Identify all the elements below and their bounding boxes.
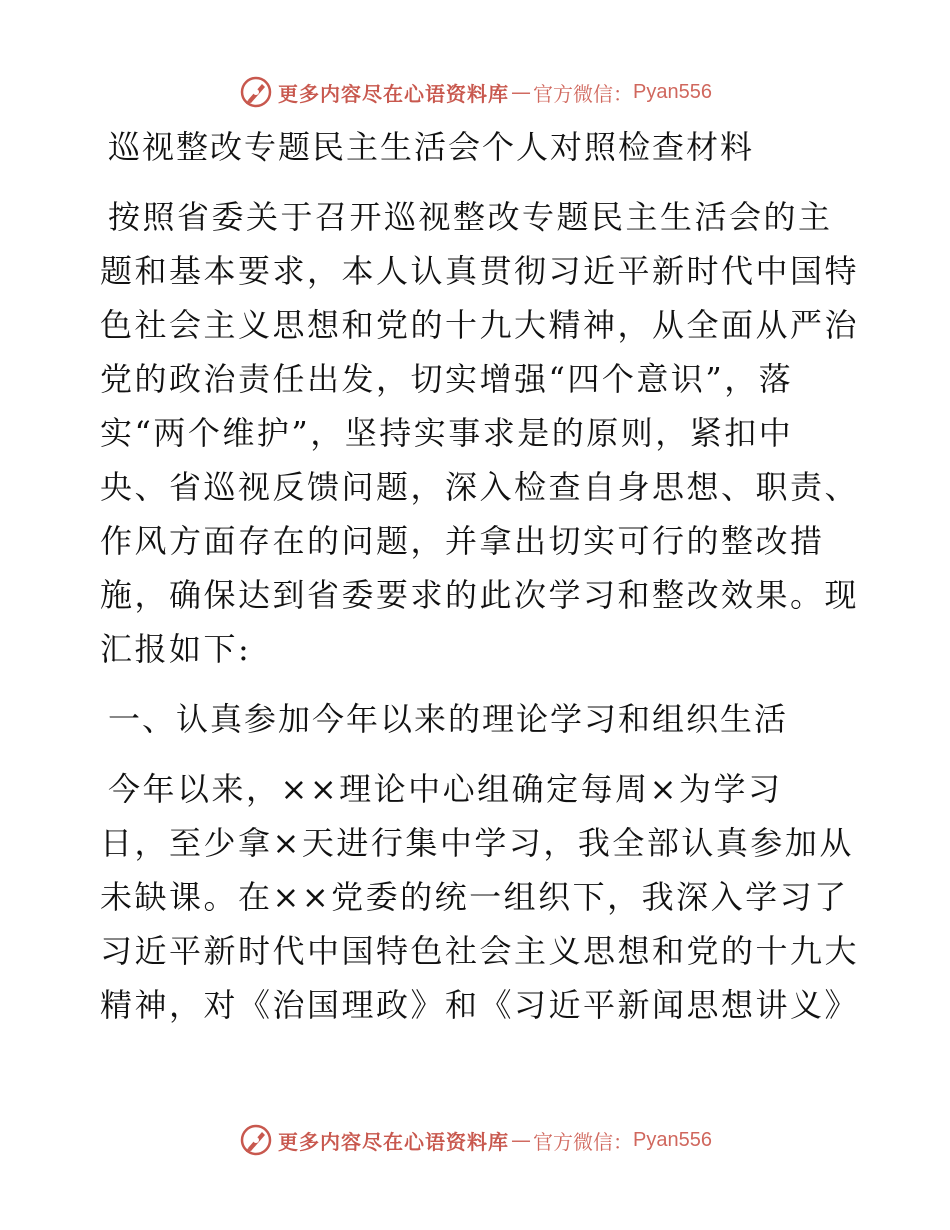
watermark-wechat-id: Pyan556 bbox=[633, 80, 712, 103]
paragraph-line: 党的政治责任出发，切实增强“四个意识”，落 bbox=[100, 360, 794, 398]
paragraph-line: 色社会主义思想和党的十九大精神，从全面从严治 bbox=[100, 306, 860, 344]
footer-watermark bbox=[0, 1120, 950, 1160]
watermark-separator: — bbox=[511, 1128, 532, 1152]
watermark-separator: — bbox=[511, 80, 532, 104]
paragraph-line: 实“两个维护”，坚持实事求是的原则，紧扣中 bbox=[100, 414, 794, 452]
watermark-wechat-id: Pyan556 bbox=[633, 1128, 712, 1151]
paragraph-line: 央、省巡视反馈问题，深入检查自身思想、职责、 bbox=[100, 468, 860, 506]
paragraph-line: 汇报如下: bbox=[100, 630, 252, 668]
paragraph-line: 今年以来，××理论中心组确定每周×为学习 bbox=[108, 770, 783, 808]
header-watermark bbox=[0, 72, 950, 112]
document-title: 巡视整改专题民主生活会个人对照检查材料 bbox=[108, 128, 755, 166]
paragraph-line: 未缺课。在××党委的统一组织下，我深入学习了 bbox=[100, 878, 849, 916]
paragraph-line: 施，确保达到省委要求的此次学习和整改效果。现 bbox=[100, 576, 860, 614]
watermark-text: 更多内容尽在心语资料库 bbox=[278, 81, 510, 106]
paragraph-line: 按照省委关于召开巡视整改专题民主生活会的主 bbox=[108, 198, 833, 236]
pen-logo-icon bbox=[238, 1122, 274, 1158]
paragraph-line: 精神，对《治国理政》和《习近平新闻思想讲义》 bbox=[100, 986, 860, 1024]
intro-paragraph-continued bbox=[100, 244, 860, 676]
intro-paragraph bbox=[100, 190, 860, 244]
section-paragraph bbox=[100, 762, 860, 816]
watermark-wechat-label: 官方微信： bbox=[533, 1129, 634, 1154]
watermark-wechat-label: 官方微信： bbox=[533, 81, 634, 106]
paragraph-line: 题和基本要求，本人认真贯彻习近平新时代中国特 bbox=[100, 252, 860, 290]
paragraph-line: 作风方面存在的问题，并拿出切实可行的整改措 bbox=[100, 522, 825, 560]
paragraph-line: 日，至少拿×天进行集中学习，我全部认真参加从 bbox=[100, 824, 854, 862]
section-paragraph-continued bbox=[100, 816, 860, 1032]
section-heading: 一、认真参加今年以来的理论学习和组织生活 bbox=[108, 700, 789, 738]
paragraph-line: 习近平新时代中国特色社会主义思想和党的十九大 bbox=[100, 932, 860, 970]
watermark-text: 更多内容尽在心语资料库 bbox=[278, 1129, 510, 1154]
document-body bbox=[100, 118, 860, 1032]
pen-logo-icon bbox=[238, 74, 274, 110]
